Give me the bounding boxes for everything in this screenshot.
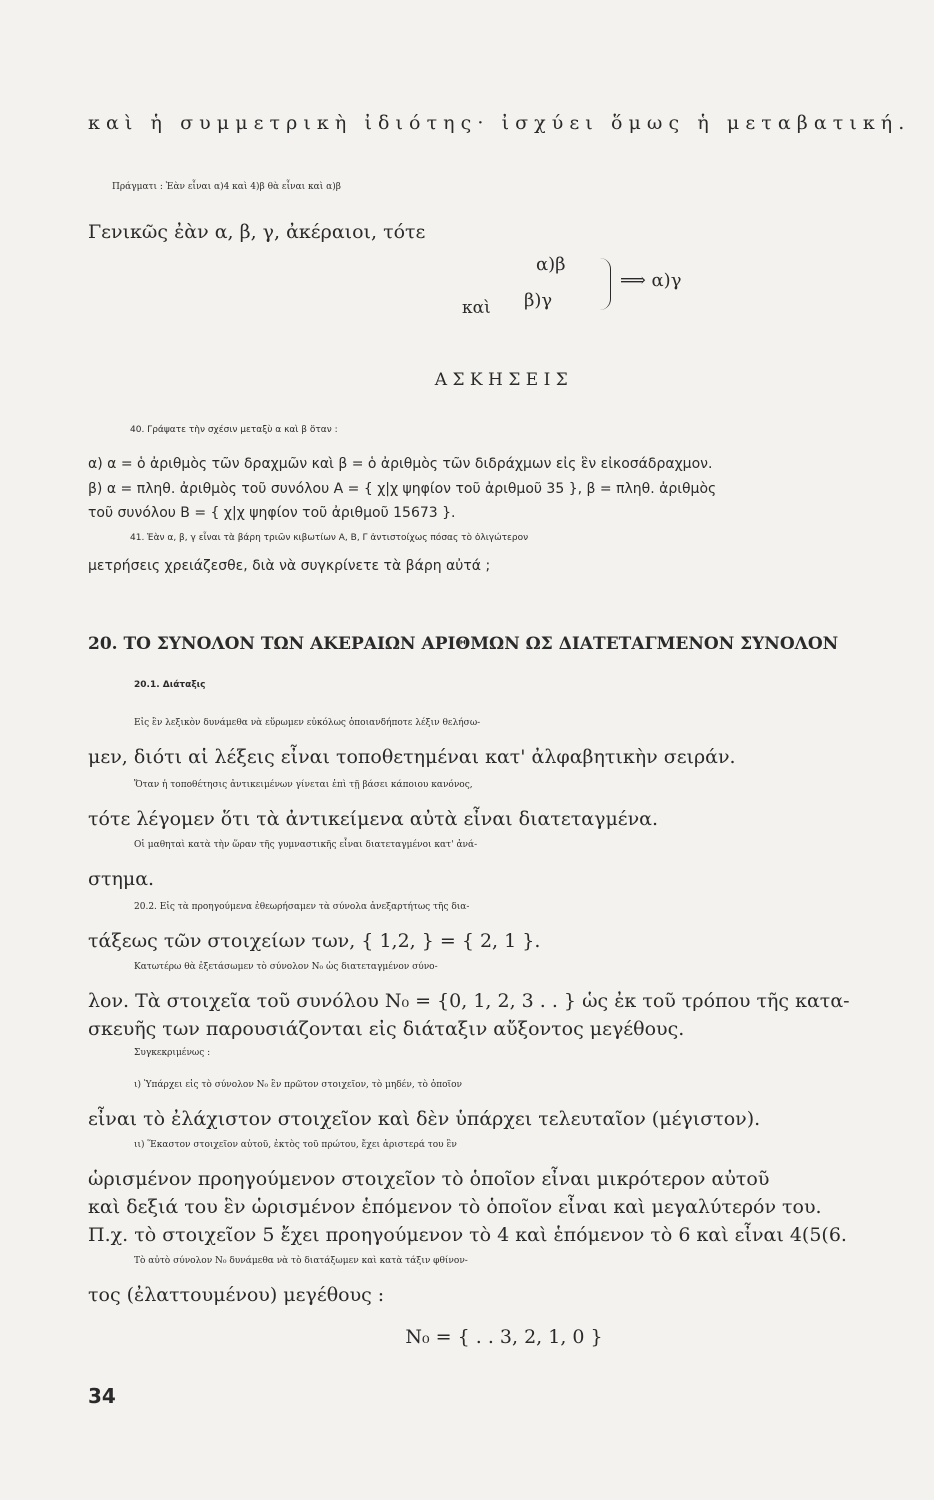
text-line: Κατωτέρω θὰ ἐξετάσωμεν τὸ σύνολον N₀ ὡς διατεταγμένον σύνο- bbox=[134, 962, 438, 972]
text-line: μεν, διότι αἱ λέξεις εἶναι τοποθετημέναι κατ' ἀλφαβητικὴν σειράν. bbox=[88, 746, 736, 768]
text-line: ιι) Ἕκαστον στοιχεῖον αὐτοῦ, ἐκτὸς τοῦ πρώτου, ἔχει ἀριστερά του ἓν bbox=[134, 1140, 457, 1150]
text-line: Πράγματι : Ἐὰν εἶναι α)4 καὶ 4)β θὰ εἶναι καὶ α)β bbox=[112, 182, 341, 192]
text-line: Συγκεκριμένως : bbox=[134, 1048, 211, 1058]
exercise-line: μετρήσεις χρειάζεσθε, διὰ νὰ συγκρίνετε τὰ βάρη αὐτά ; bbox=[88, 558, 491, 574]
formula-part: β)γ bbox=[524, 290, 553, 311]
exercise-line: 41. Ἐὰν α, β, γ εἶναι τὰ βάρη τριῶν κιβωτίων Α, Β, Γ ἀντιστοίχως πόσας τὸ ὀλιγώτερον bbox=[130, 533, 529, 543]
text-line: σκευῆς των παρουσιάζονται εἰς διάταξιν αὔξοντος μεγέθους. bbox=[88, 1018, 685, 1040]
brace-shape bbox=[600, 258, 611, 310]
text-line: Τὸ αὐτὸ σύνολον N₀ δυνάμεθα νὰ τὸ διατάξωμεν καὶ κατὰ τάξιν φθίνον- bbox=[134, 1256, 468, 1266]
chapter-heading: 20. ΤΟ ΣΥΝΟΛΟΝ ΤΩΝ ΑΚΕΡΑΙΩΝ ΑΡΙΘΜΩΝ ΩΣ ΔΙΑΤΕΤΑΓΜΕΝΟΝ ΣΥΝΟΛΟΝ bbox=[88, 634, 839, 654]
subsection-heading: 20.1. Διάταξις bbox=[134, 680, 206, 690]
exercise-line: α) α = ὁ ἀριθμὸς τῶν δραχμῶν καὶ β = ὁ ἀριθμὸς τῶν διδράχμων εἰς ἓν εἰκοσάδραχμον. bbox=[88, 456, 713, 472]
text-line: καὶ ἡ συμμετρικὴ ἰδιότης· ἰσχύει ὅμως ἡ μεταβατική. bbox=[88, 112, 911, 134]
text-line: Εἰς ἓν λεξικὸν δυνάμεθα νὰ εὕρωμεν εὐκόλως ὁποιανδήποτε λέξιν θελήσω- bbox=[134, 718, 481, 728]
text-line: εἶναι τὸ ἐλάχιστον στοιχεῖον καὶ δὲν ὑπάρχει τελευταῖον (μέγιστον). bbox=[88, 1108, 761, 1130]
exercise-line: β) α = πληθ. ἀριθμὸς τοῦ συνόλου Α = { χ|χ ψηφίον τοῦ ἀριθμοῦ 35 }, β = πληθ. ἀριθμὸς bbox=[88, 481, 717, 497]
section-heading: ΑΣΚΗΣΕΙΣ bbox=[434, 370, 574, 390]
text-line: Ὅταν ἡ τοποθέτησις ἀντικειμένων γίνεται ἐπὶ τῇ βάσει κάποιου κανόνος, bbox=[134, 780, 473, 790]
formula-part: καὶ bbox=[462, 298, 491, 318]
text-line: λον. Τὰ στοιχεῖα τοῦ συνόλου N₀ = {0, 1, 2, 3 . . } ὡς ἐκ τοῦ τρόπου τῆς κατα- bbox=[88, 990, 850, 1012]
formula-line: N₀ = { . . 3, 2, 1, 0 } bbox=[405, 1326, 603, 1348]
exercise-line: 40. Γράψατε τὴν σχέσιν μεταξὺ α καὶ β ὅταν : bbox=[130, 425, 338, 435]
text-line: τος (ἐλαττουμένου) μεγέθους : bbox=[88, 1284, 385, 1306]
text-line: στημα. bbox=[88, 868, 155, 890]
exercise-line: τοῦ συνόλου Β = { χ|χ ψηφίον τοῦ ἀριθμοῦ 15673 }. bbox=[88, 505, 456, 521]
text-line: ὡρισμένον προηγούμενον στοιχεῖον τὸ ὁποῖον εἶναι μικρότερον αὐτοῦ bbox=[88, 1168, 770, 1190]
text-line: Γενικῶς ἐὰν α, β, γ, ἀκέραιοι, τότε bbox=[88, 221, 426, 243]
text-line: καὶ δεξιά του ἓν ὡρισμένον ἑπόμενον τὸ ὁποῖον εἶναι καὶ μεγαλύτερόν του. bbox=[88, 1196, 822, 1218]
text-line: τότε λέγομεν ὅτι τὰ ἀντικείμενα αὐτὰ εἶναι διατεταγμένα. bbox=[88, 808, 659, 830]
text-line: ι) Ὑπάρχει εἰς τὸ σύνολον N₀ ἓν πρῶτον στοιχεῖον, τὸ μηδέν, τὸ ὁποῖον bbox=[134, 1080, 462, 1090]
text-line: 20.2. Εἰς τὰ προηγούμενα ἐθεωρήσαμεν τὰ σύνολα ἀνεξαρτήτως τῆς δια- bbox=[134, 902, 470, 912]
implication-formula bbox=[462, 240, 770, 320]
text-line: τάξεως τῶν στοιχείων των, { 1,2, } = { 2, 1 }. bbox=[88, 930, 541, 952]
page-number: 34 bbox=[88, 1384, 116, 1408]
formula-part: ⟹ α)γ bbox=[620, 270, 682, 291]
text-line: Οἱ μαθηταὶ κατὰ τὴν ὥραν τῆς γυμναστικῆς εἶναι διατεταγμένοι κατ' ἀνά- bbox=[134, 840, 478, 850]
formula-part: α)β bbox=[536, 254, 566, 275]
text-line: Π.χ. τὸ στοιχεῖον 5 ἔχει προηγούμενον τὸ 4 καὶ ἑπόμενον τὸ 6 καὶ εἶναι 4(5(6. bbox=[88, 1224, 847, 1246]
